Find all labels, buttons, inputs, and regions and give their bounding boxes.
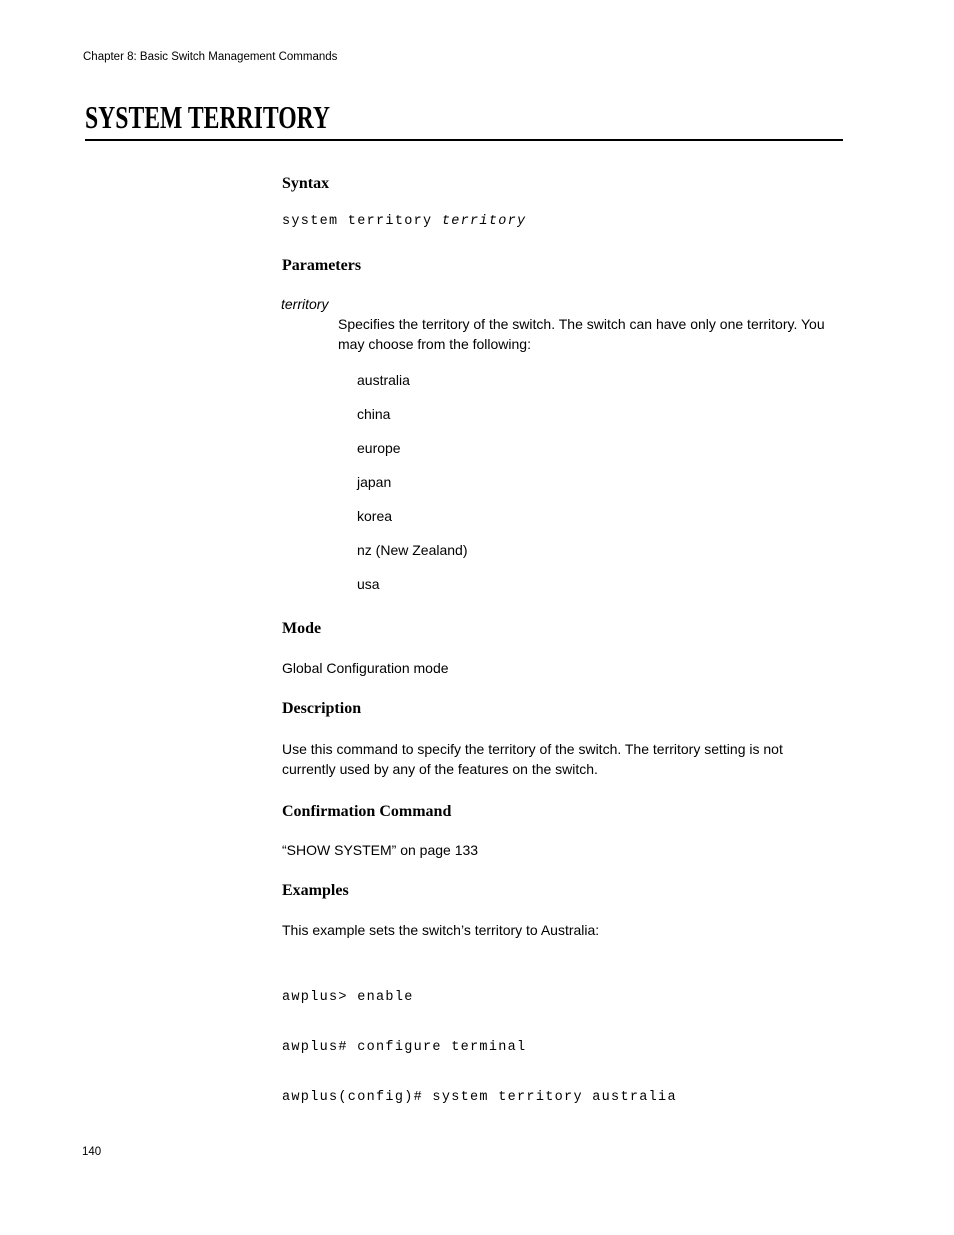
list-item: usa — [357, 576, 380, 592]
mode-text: Global Configuration mode — [282, 660, 449, 676]
page-title-text: SYSTEM TERRITORY — [85, 99, 331, 135]
list-item: korea — [357, 508, 393, 524]
territory-options-list — [357, 371, 468, 609]
examples-heading: Examples — [282, 882, 349, 899]
description-text: Use this command to specify the territory of the switch. The territory setting is not currently used by any of the features on the switch. — [282, 741, 783, 777]
page-title — [85, 101, 416, 133]
example-code-block — [282, 958, 677, 1138]
syntax-heading: Syntax — [282, 175, 330, 192]
list-item: europe — [357, 440, 401, 456]
description-heading: Description — [282, 700, 362, 717]
list-item: australia — [357, 372, 410, 388]
syntax-command-prefix: system territory — [282, 214, 442, 229]
list-item: china — [357, 406, 391, 422]
parameter-name: territory — [281, 296, 329, 312]
running-header: Chapter 8: Basic Switch Management Commands — [83, 51, 338, 63]
confirmation-command-reference: “SHOW SYSTEM” on page 133 — [282, 842, 479, 858]
code-line: awplus> enable — [282, 990, 414, 1005]
parameter-description: Specifies the territory of the switch. The switch can have only one territory. You may choose from the following: — [338, 316, 825, 352]
list-item: nz (New Zealand) — [357, 542, 468, 558]
parameters-heading: Parameters — [282, 257, 362, 274]
syntax-command — [282, 214, 526, 229]
mode-heading: Mode — [282, 620, 322, 637]
page-number: 140 — [82, 1146, 102, 1158]
code-line: awplus(config)# system territory australia — [282, 1090, 677, 1105]
list-item: japan — [357, 474, 392, 490]
title-rule — [85, 139, 843, 141]
code-line: awplus# configure terminal — [282, 1040, 527, 1055]
syntax-command-argument: territory — [441, 214, 527, 229]
examples-intro: This example sets the switch’s territory to Australia: — [282, 922, 600, 938]
confirmation-command-heading: Confirmation Command — [282, 803, 452, 820]
